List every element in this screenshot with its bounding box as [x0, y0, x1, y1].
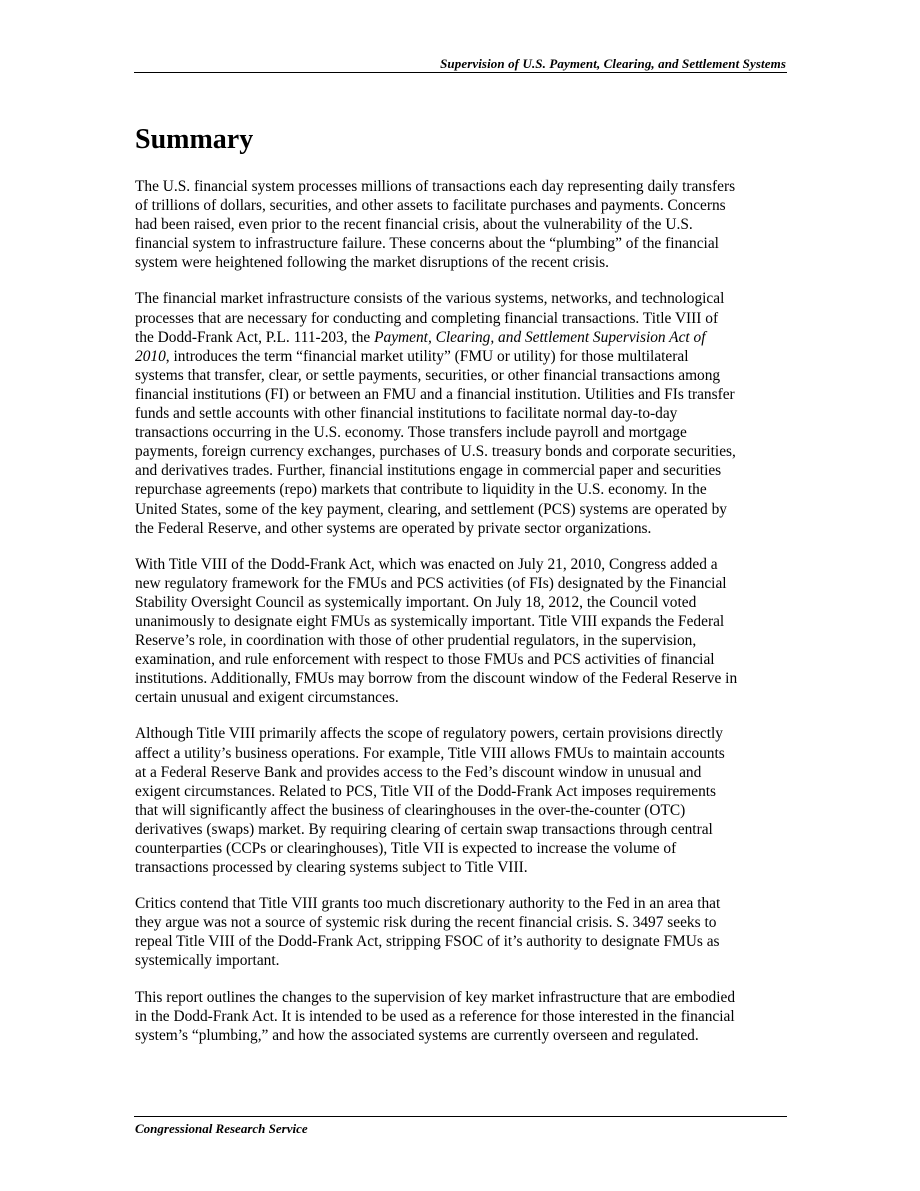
text-line: they argue was not a source of systemic risk during the recent financial crisis. S. 3497 seeks to	[135, 914, 717, 932]
summary-body	[135, 177, 790, 1062]
text-line: derivatives (swaps) market. By requiring clearing of certain swap transactions through central	[135, 820, 713, 838]
paragraph	[135, 177, 790, 272]
text-line: the Federal Reserve, and other systems are operated by private sector organizations.	[135, 519, 652, 537]
text-line: funds and settle accounts with other financial institutions to facilitate normal day-to-day	[135, 405, 678, 423]
page-title: Summary	[135, 124, 254, 155]
paragraph	[135, 555, 790, 708]
paragraph	[135, 894, 790, 970]
text-line	[135, 347, 790, 366]
text-line: system’s “plumbing,” and how the associated systems are currently overseen and regulated.	[135, 1026, 699, 1044]
text-line: systems that transfer, clear, or settle payments, securities, or other financial transactions among	[135, 366, 721, 384]
text-line: new regulatory framework for the FMUs and PCS activities (of FIs) designated by the Financial	[135, 574, 727, 592]
italic-citation: 2010	[135, 347, 166, 365]
text-line: certain unusual and exigent circumstances.	[135, 689, 399, 707]
text-line: counterparties (CCPs or clearinghouses), Title VII is expected to increase the volume of	[135, 840, 677, 857]
text-segment: , introduces the term “financial market utility” (FMU or utility) for those multilateral	[165, 347, 689, 365]
text-line: Although Title VIII primarily affects the scope of regulatory powers, certain provisions directly	[135, 725, 723, 743]
running-header: Supervision of U.S. Payment, Clearing, and Settlement Systems	[440, 56, 786, 71]
text-line: financial system to infrastructure failure. These concerns about the “plumbing” of the financial	[135, 235, 719, 253]
text-line: Reserve’s role, in coordination with those of other prudential regulators, in the supervision,	[135, 632, 697, 650]
paragraph	[135, 988, 790, 1045]
text-line: examination, and rule enforcement with respect to those FMUs and PCS activities of financial	[135, 651, 715, 669]
text-line: unanimously to designate eight FMUs as systemically important. Title VIII expands the Federal	[135, 612, 725, 630]
text-line: repurchase agreements (repo) markets that contribute to liquidity in the U.S. economy. In the	[135, 481, 707, 499]
text-line: system were heightened following the market disruptions of the recent crisis.	[135, 254, 609, 272]
text-line: The U.S. financial system processes millions of transactions each day representing daily transfers	[135, 178, 736, 195]
text-line: Stability Oversight Council as systemically important. On July 18, 2012, the Council voted	[135, 593, 697, 611]
header-divider	[134, 72, 787, 73]
text-line: had been raised, even prior to the recent financial crisis, about the vulnerability of the U.S.	[135, 216, 693, 234]
footer-divider	[134, 1116, 787, 1117]
text-segment: the Dodd-Frank Act, P.L. 111-203, the	[135, 328, 375, 346]
text-line: institutions. Additionally, FMUs may borrow from the discount window of the Federal Reserve in	[135, 670, 738, 688]
text-line: exigent circumstances. Related to PCS, Title VII of the Dodd-Frank Act imposes requirements	[135, 782, 717, 800]
text-line: repeal Title VIII of the Dodd-Frank Act, stripping FSOC of it’s authority to designate FMUs as	[135, 933, 720, 951]
text-line: transactions processed by clearing systems subject to Title VIII.	[135, 859, 528, 877]
text-line: systemically important.	[135, 952, 280, 970]
italic-citation: Payment, Clearing, and Settlement Supervision Act of	[374, 328, 706, 346]
paragraph	[135, 724, 790, 877]
text-line: financial institutions (FI) or between an FMU and a financial institution. Utilities and FIs transfer	[135, 385, 735, 403]
text-line: Critics contend that Title VIII grants too much discretionary authority to the Fed in an area that	[135, 895, 721, 913]
text-line: The financial market infrastructure consists of the various systems, networks, and technological	[135, 290, 725, 308]
text-line: This report outlines the changes to the supervision of key market infrastructure that are embodied	[135, 988, 736, 1006]
text-line: at a Federal Reserve Bank and provides access to the Fed’s discount window in unusual and	[135, 763, 702, 781]
text-line: that will significantly affect the business of clearinghouses in the over-the-counter (OTC)	[135, 801, 686, 819]
running-footer: Congressional Research Service	[135, 1121, 308, 1136]
text-line: processes that are necessary for conducting and completing financial transactions. Title VIII of	[135, 309, 719, 327]
paragraph	[135, 289, 790, 537]
text-line: affect a utility’s business operations. For example, Title VIII allows FMUs to maintain accounts	[135, 744, 725, 762]
text-line: in the Dodd-Frank Act. It is intended to be used as a reference for those interested in the financial	[135, 1007, 735, 1025]
text-line: of trillions of dollars, securities, and other assets to facilitate purchases and payments. Concerns	[135, 197, 726, 215]
text-line: and derivatives trades. Further, financial institutions engage in commercial paper and securities	[135, 462, 722, 480]
text-line: payments, foreign currency exchanges, purchases of U.S. treasury bonds and corporate securities,	[135, 443, 736, 461]
text-line: With Title VIII of the Dodd-Frank Act, which was enacted on July 21, 2010, Congress added a	[135, 555, 718, 573]
text-line: United States, some of the key payment, clearing, and settlement (PCS) systems are operated by	[135, 500, 727, 518]
text-line: transactions occurring in the U.S. economy. Those transfers include payroll and mortgage	[135, 424, 687, 442]
text-line	[135, 328, 790, 347]
